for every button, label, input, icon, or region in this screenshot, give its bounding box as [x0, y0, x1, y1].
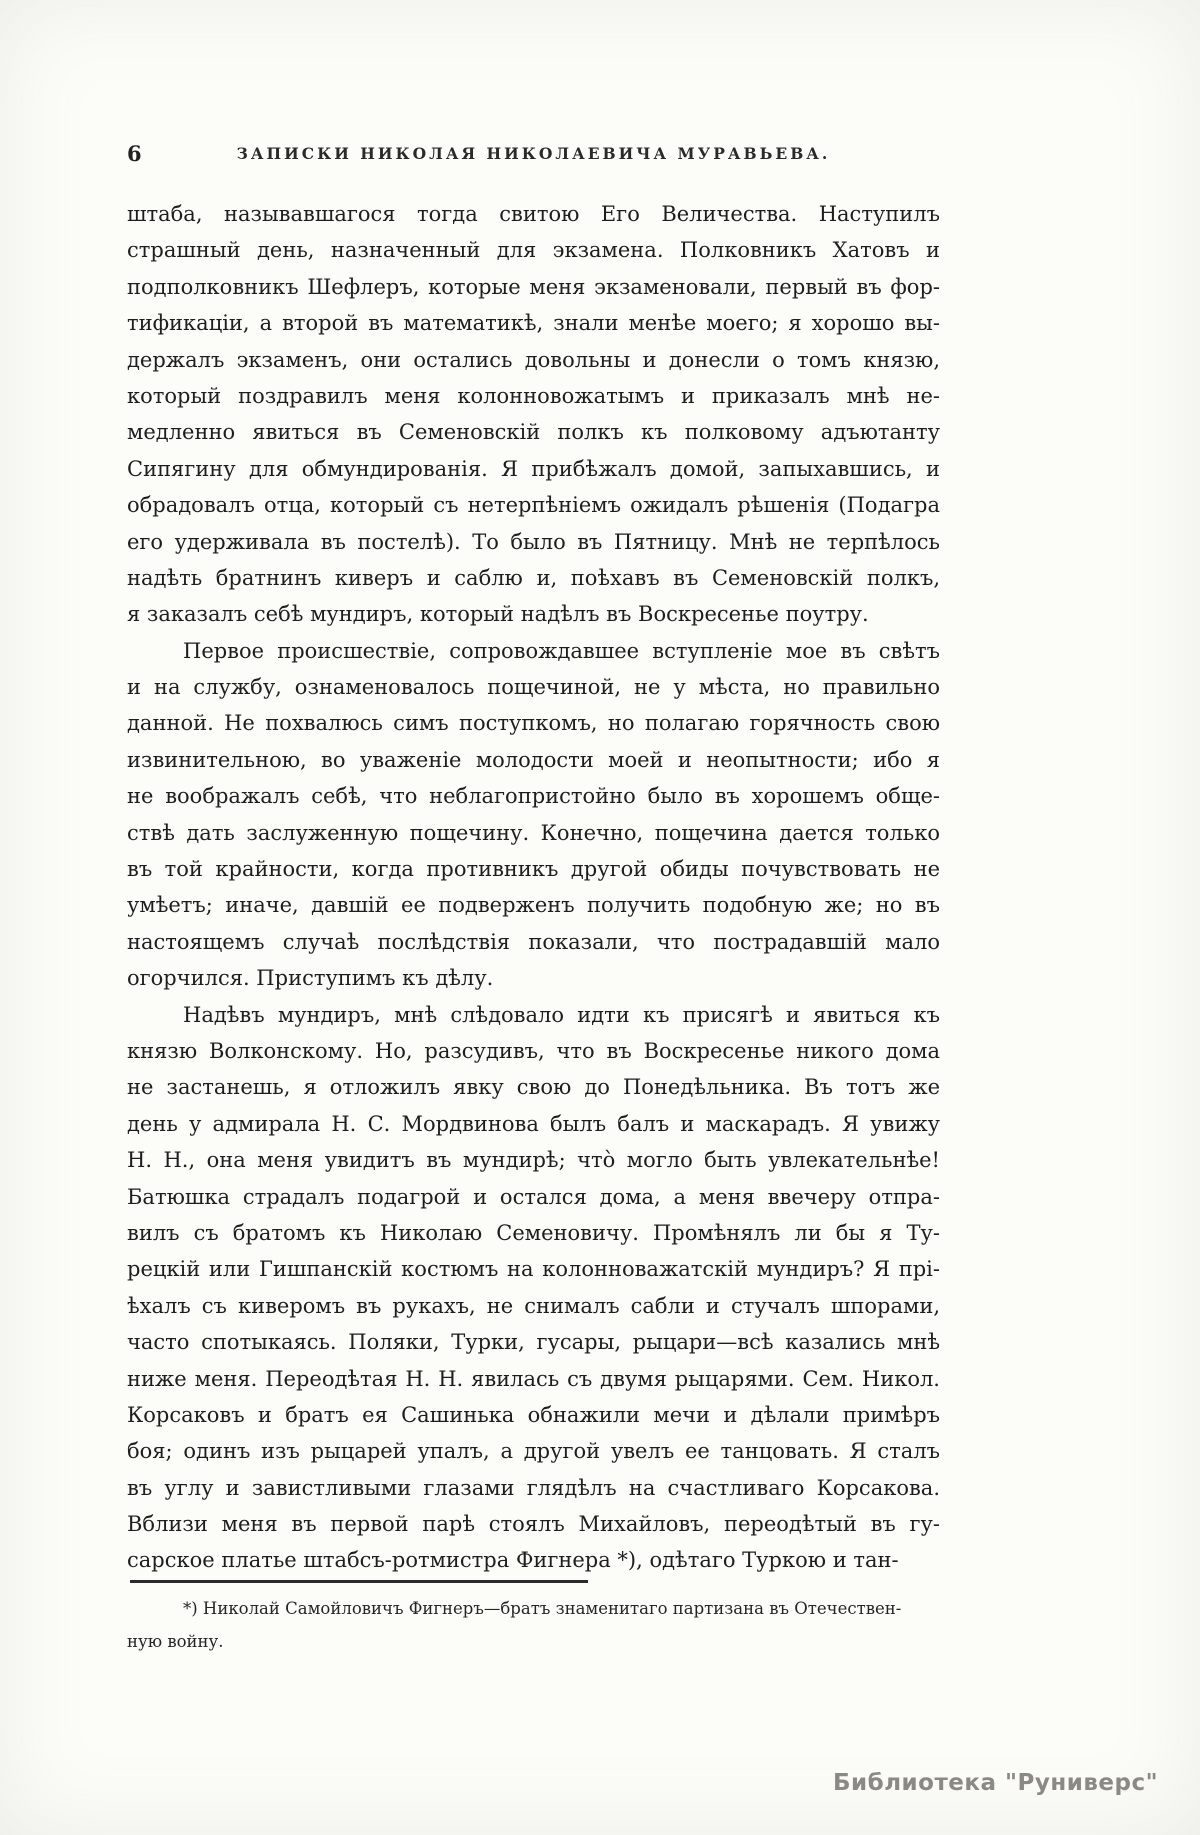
- body-text: [127, 196, 940, 1579]
- text-line: не воображалъ себѣ, что неблагопристойно было въ хорошемъ обще-: [127, 784, 940, 809]
- text-line: надѣть братнинъ киверъ и саблю и, поѣхавъ въ Семеновскій полкъ,: [127, 565, 940, 590]
- text-line: рецкій или Гишпанскій костюмъ на колонноважатскій мундиръ? Я прі-: [127, 1257, 940, 1282]
- text-line: данной. Не похвалюсь симъ поступкомъ, но полагаю горячность свою: [127, 711, 940, 736]
- text-line: ѣхалъ съ киверомъ въ рукахъ, не снималъ сабли и стучалъ шпорами,: [127, 1293, 940, 1318]
- text-line: ствѣ дать заслуженную пощечину. Конечно, пощечина дается только: [127, 820, 940, 845]
- text-line: держалъ экзаменъ, они остались довольны и донесли о томъ князю,: [127, 347, 940, 372]
- page-header: [127, 141, 940, 171]
- text-line: день у адмирала Н. С. Мордвинова былъ балъ и маскарадъ. Я увижу: [127, 1111, 940, 1136]
- text-line: въ углу и завистливыми глазами глядѣлъ на счастливаго Корсакова.: [127, 1475, 940, 1500]
- text-line: Батюшка страдалъ подагрой и остался дома, а меня ввечеру отпра-: [127, 1184, 940, 1209]
- text-line: обрадовалъ отца, который съ нетерпѣніемъ ожидалъ рѣшенія (Подагра: [127, 493, 940, 518]
- text-line: Н. Н., она меня увидитъ въ мундирѣ; чтò могло быть увлекательнѣе!: [127, 1148, 940, 1173]
- running-header: ЗАПИСКИ НИКОЛАЯ НИКОЛАЕВИЧА МУРАВЬЕВА.: [236, 144, 831, 163]
- text-line: Корсаковъ и братъ ея Сашинька обнажили мечи и дѣлали примѣръ: [127, 1402, 940, 1427]
- text-line: настоящемъ случаѣ послѣдствія показали, что пострадавшій мало: [127, 929, 940, 954]
- text-line: тификаціи, а второй въ математикѣ, знали менѣе моего; я хорошо вы-: [127, 311, 940, 336]
- footnote: [127, 1592, 957, 1658]
- footnote-line: *) Николай Самойловичъ Фигнеръ—братъ знаменитаго партизана въ Отечествен-: [183, 1599, 902, 1618]
- text-line: который поздравилъ меня колонновожатымъ и приказалъ мнѣ не-: [127, 383, 940, 408]
- text-line: боя; одинъ изъ рыцарей упалъ, а другой увелъ ее танцовать. Я сталъ: [127, 1439, 940, 1464]
- page-number: 6: [127, 141, 143, 166]
- text-line: вилъ съ братомъ къ Николаю Семеновичу. Промѣнялъ ли бы я Ту-: [127, 1220, 940, 1245]
- text-line: Вблизи меня въ первой парѣ стоялъ Михайловъ, переодѣтый въ гу-: [127, 1512, 940, 1537]
- text-line: Первое происшествіе, сопровождавшее вступленіе мое въ свѣтъ: [183, 638, 940, 663]
- text-line: огорчился. Приступимъ къ дѣлу.: [127, 966, 494, 991]
- paragraph: [127, 633, 940, 997]
- text-line: умѣетъ; иначе, давшій ее подверженъ получить подобную же; но въ: [127, 893, 940, 918]
- paragraph: [127, 196, 940, 633]
- paragraph: [127, 997, 940, 1579]
- text-line: штаба, называвшагося тогда свитою Его Величества. Наступилъ: [127, 202, 940, 226]
- text-line: и на службу, ознаменовалось пощечиной, не у мѣста, но правильно: [127, 675, 940, 700]
- footnote-line: ную войну.: [127, 1632, 224, 1651]
- text-line: не застанешь, я отложилъ явку свою до Понедѣльника. Въ тотъ же: [127, 1075, 940, 1100]
- text-line: князю Волконскому. Но, разсудивъ, что въ Воскресенье никого дома: [127, 1038, 940, 1063]
- footnote-rule: [130, 1580, 588, 1583]
- text-line: я заказалъ себѣ мундиръ, который надѣлъ въ Воскресенье поутру.: [127, 602, 869, 627]
- text-line: ниже меня. Переодѣтая Н. Н. явилась съ двумя рыцарями. Сем. Никол.: [127, 1366, 940, 1391]
- watermark: Библиотека "Руниверс": [833, 1770, 1159, 1796]
- text-line: Надѣвъ мундиръ, мнѣ слѣдовало идти къ присягѣ и явиться къ: [183, 1002, 940, 1027]
- text-line: сарское платье штабсъ-ротмистра Фигнера *), одѣтаго Туркою и тан-: [127, 1548, 899, 1573]
- text-line: часто спотыкаясь. Поляки, Турки, гусары, рыцари—всѣ казались мнѣ: [127, 1330, 940, 1355]
- text-line: извинительною, во уваженіе молодости моей и неопытности; ибо я: [127, 747, 940, 772]
- text-line: страшный день, назначенный для экзамена. Полковникъ Хатовъ и: [127, 238, 940, 263]
- text-line: медленно явиться въ Семеновскій полкъ къ полковому адъютанту: [127, 420, 940, 445]
- text-line: подполковникъ Шефлеръ, которые меня экзаменовали, первый въ фор-: [127, 274, 940, 299]
- text-line: въ той крайности, когда противникъ другой обиды почувствовать не: [127, 857, 940, 882]
- text-line: его удерживала въ постелѣ). То было въ Пятницу. Мнѣ не терпѣлось: [127, 529, 940, 554]
- text-line: Сипягину для обмундированія. Я прибѣжалъ домой, запыхавшись, и: [127, 456, 940, 481]
